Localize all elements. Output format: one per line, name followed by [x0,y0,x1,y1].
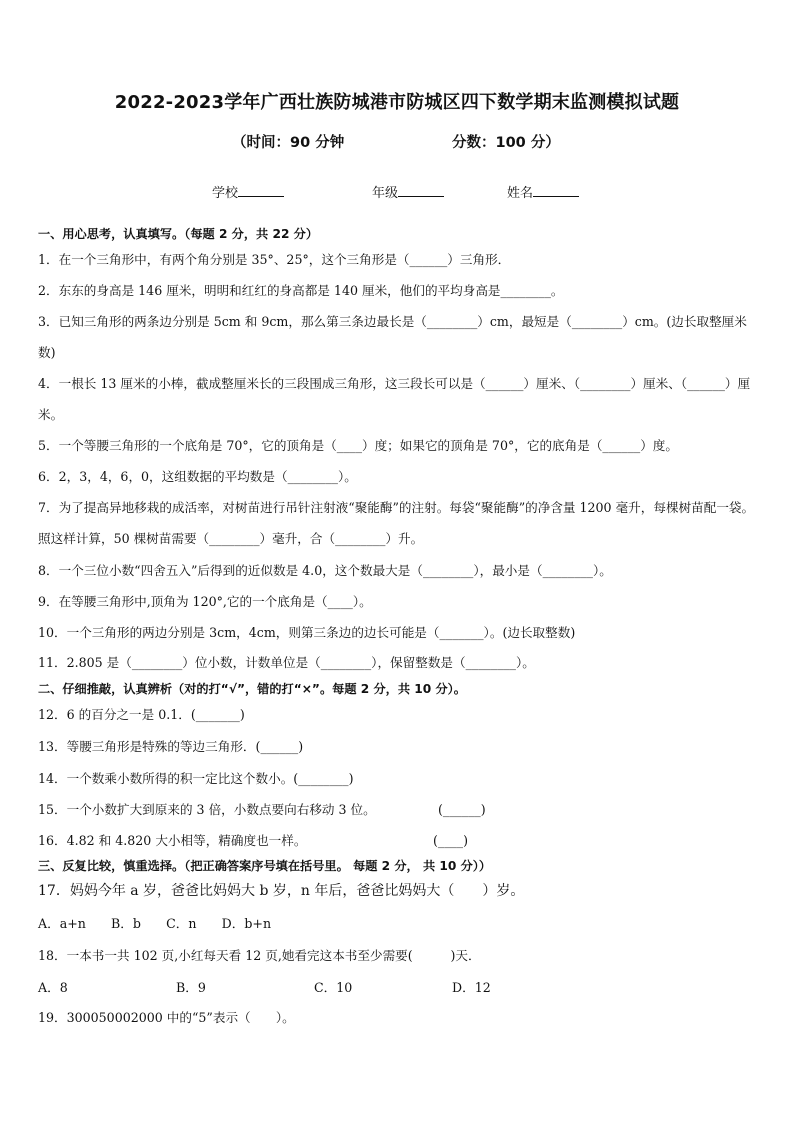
exam-time: （时间：90 分钟 [232,135,345,151]
grade-field: 年级 [372,182,444,201]
question-18-option-c[interactable]: C．10 [314,980,353,995]
question-1: 1．在一个三角形中，有两个角分别是 35°、25°，这个三角形是（______）三角形． [38,252,511,267]
question-14: 14．一个数乘小数所得的积一定比这个数小。(________) [38,771,354,786]
school-blank[interactable] [238,183,284,197]
question-11: 11．2.805 是（________）位小数，计数单位是（________），保留整数是（________）。 [38,655,535,670]
exam-title: 2022-2023学年广西壮族防城港市防城区四下数学期末监测模拟试题 [114,92,680,113]
exam-score: 分数：100 分） [452,135,560,151]
question-17: 17．妈妈今年 a 岁，爸爸比妈妈大 b 岁，n 年后，爸爸比妈妈大（ ）岁。 [38,883,525,899]
question-13: 13．等腰三角形是特殊的等边三角形．(______) [38,739,304,754]
question-3: 3．已知三角形的两条边分别是 5cm 和 9cm，那么第三条边最长是（________）cm，最短是（________）cm。(边长取整厘米数) [38,314,747,360]
question-16: 16．4.82 和 4.820 大小相等，精确度也一样。 (____) [38,825,760,856]
question-17-options[interactable]: A．a+n B．b C．n D．b+n [38,916,272,931]
question-18-option-b[interactable]: B．9 [176,980,206,995]
question-8: 8．一个三位小数“四舍五入”后得到的近似数是 4.0，这个数最大是（________），最小是（________）。 [38,563,612,578]
question-18-option-a[interactable]: A．8 [38,980,68,995]
section-3-heading: 三、反复比较，慎重选择。（把正确答案序号填在括号里。 每题 2 分， 共 10 分）） [38,859,492,873]
name-field: 姓名 [507,182,579,201]
question-7: 7．为了提高异地移栽的成活率，对树苗进行吊针注射液“聚能酶”的注射。每袋“聚能酶”的净含量 1200 毫升，每棵树苗配一袋。照这样计算，50 棵树苗需要（________）毫升，合（________）升。 [38,500,755,546]
section-2-heading: 二、仔细推敲，认真辨析（对的打“√”，错的打“×”。每题 2 分，共 10 分）。 [38,682,466,696]
question-19: 19．300050002000 中的“5”表示（ ）。 [38,1010,295,1025]
grade-blank[interactable] [398,183,444,197]
school-field: 学校 [212,182,284,201]
question-5: 5．一个等腰三角形的一个底角是 70°，它的顶角是（____）度；如果它的顶角是 70°，它的底角是（______）度。 [38,438,678,453]
question-15: 15．一个小数扩大到原来的 3 倍，小数点要向右移动 3 位。 (______) [38,794,760,825]
question-6: 6．2，3，4，6，0，这组数据的平均数是（________）。 [38,469,357,484]
question-15-answer-blank[interactable]: (______) [438,802,486,817]
question-18-option-d[interactable]: D．12 [452,980,491,995]
question-12: 12．6 的百分之一是 0.1．(_______) [38,707,245,722]
question-16-answer-blank[interactable]: (____) [433,833,469,848]
section-1-heading: 一、用心思考，认真填写。（每题 2 分，共 22 分） [38,227,319,241]
question-9: 9．在等腰三角形中,顶角为 120°,它的一个底角是（____）。 [38,594,372,609]
name-blank[interactable] [533,183,579,197]
question-4: 4．一根长 13 厘米的小棒，截成整厘米长的三段围成三角形，这三段长可以是（______）厘米、（________）厘米、（______）厘米。 [38,376,751,422]
question-2: 2．东东的身高是 146 厘米，明明和红红的身高都是 140 厘米，他们的平均身高是________。 [38,283,564,298]
question-10: 10．一个三角形的两边分别是 3cm，4cm，则第三条边的边长可能是（_______）。(边长取整数) [38,625,576,640]
question-18: 18．一本书一共 102 页,小红每天看 12 页,她看完这本书至少需要( )天． [38,948,481,963]
